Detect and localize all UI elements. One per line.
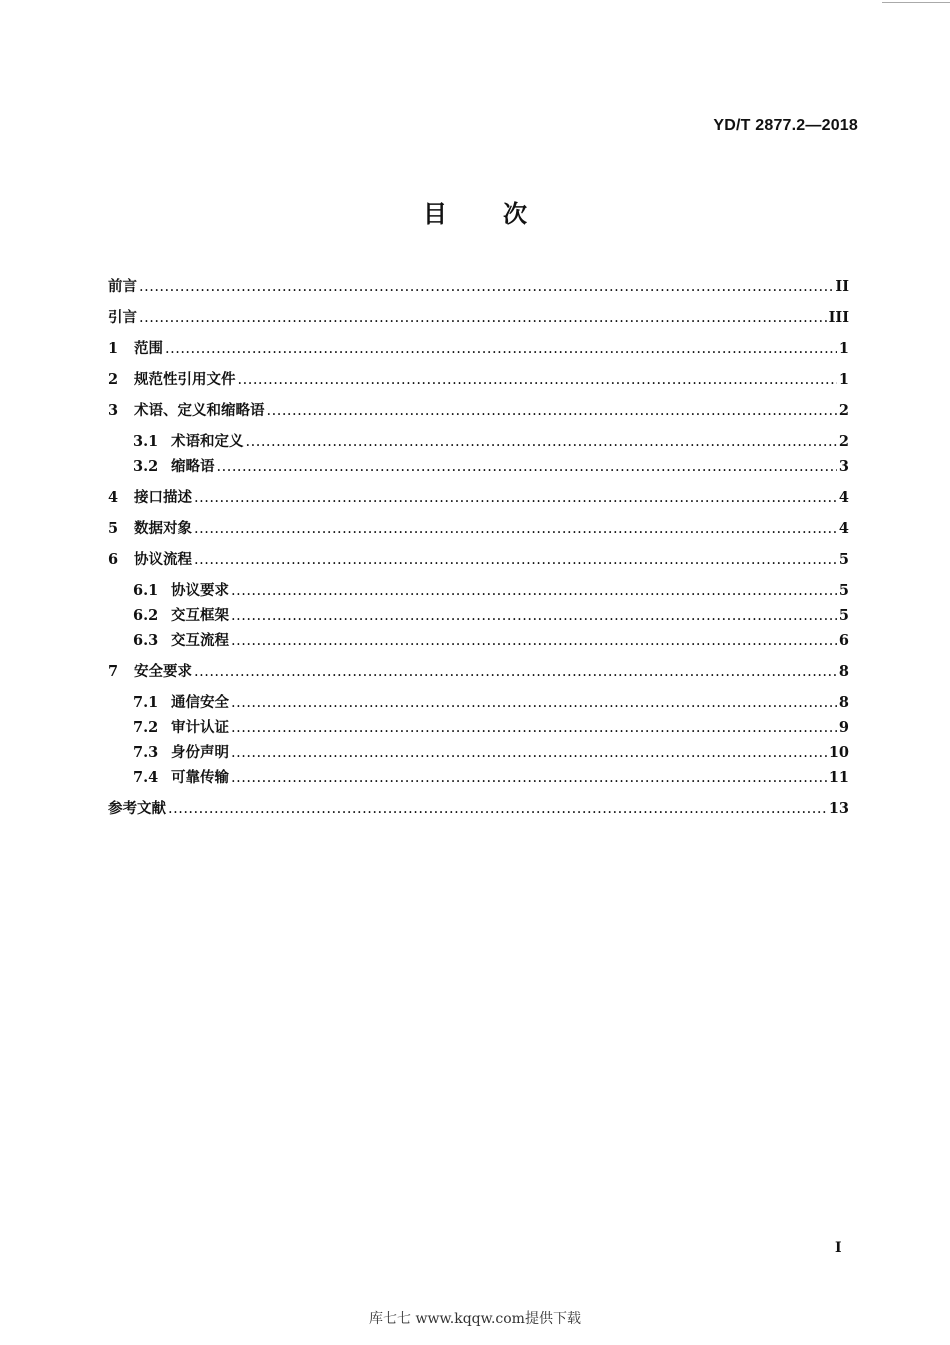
- toc-entry[interactable]: [108, 517, 849, 539]
- toc-entry-label: 范围: [134, 340, 163, 357]
- toc-entry[interactable]: [108, 486, 849, 508]
- toc-entry-label: 通信安全: [171, 694, 229, 711]
- toc-subentry[interactable]: [133, 455, 849, 477]
- toc-leader-dots: [168, 802, 827, 817]
- toc-entry-label: 协议要求: [171, 582, 229, 599]
- toc-entry-page: 10: [828, 744, 849, 761]
- standard-number: YD/T 2877.2—2018: [713, 117, 858, 134]
- toc-subentry[interactable]: [133, 766, 849, 788]
- toc-entry-page: 5: [838, 551, 849, 568]
- toc-leader-dots: [238, 373, 837, 388]
- toc-entry-page: 2: [838, 402, 849, 419]
- toc-entry-page: 4: [838, 520, 849, 537]
- toc-entry-label: 规范性引用文件: [134, 371, 236, 388]
- toc-entry-label: 接口描述: [134, 489, 192, 506]
- toc-entry-number: 7.2: [133, 719, 159, 736]
- toc-entry[interactable]: [108, 337, 849, 359]
- table-of-contents: [108, 0, 849, 1345]
- toc-entry-number: 7.1: [133, 694, 159, 711]
- toc-entry[interactable]: [108, 399, 849, 421]
- toc-entry-label: 审计认证: [171, 719, 229, 736]
- toc-entry-page: 3: [838, 458, 849, 475]
- toc-entry-label: 身份声明: [171, 744, 229, 761]
- toc-entry-page: III: [828, 309, 849, 326]
- toc-entry-page: 2: [838, 433, 849, 450]
- toc-entry-number: 7.3: [133, 744, 159, 761]
- toc-subentry[interactable]: [133, 741, 849, 763]
- toc-entry-label: 术语、定义和缩略语: [134, 402, 265, 419]
- toc-entry-label: 术语和定义: [171, 433, 244, 450]
- toc-entry-page: 9: [838, 719, 849, 736]
- toc-subentry[interactable]: [133, 579, 849, 601]
- toc-entry[interactable]: [108, 275, 849, 297]
- toc-title-char: 目: [423, 200, 447, 228]
- toc-entry-page: 5: [838, 582, 849, 599]
- toc-entry-label: 数据对象: [134, 520, 192, 537]
- toc-entry-page: 6: [838, 632, 849, 649]
- toc-entry-label: 引言: [108, 309, 137, 326]
- toc-entry[interactable]: [108, 548, 849, 570]
- toc-entry-number: 7.4: [133, 769, 159, 786]
- toc-entry-number: 6.3: [133, 632, 159, 649]
- toc-entry-page: 5: [838, 607, 849, 624]
- toc-leader-dots: [246, 435, 837, 450]
- scan-artifact-line: [882, 2, 950, 3]
- toc-subentry[interactable]: [133, 430, 849, 452]
- toc-entry-label: 安全要求: [134, 663, 192, 680]
- toc-entry-number: 3: [108, 402, 119, 419]
- toc-entry-page: 8: [838, 694, 849, 711]
- toc-leader-dots: [194, 553, 837, 568]
- toc-entry-page: 1: [838, 340, 849, 357]
- toc-entry-page: 11: [828, 769, 849, 786]
- toc-leader-dots: [139, 280, 833, 295]
- toc-subentry[interactable]: [133, 604, 849, 626]
- toc-entry[interactable]: [108, 797, 849, 819]
- toc-subentry[interactable]: [133, 691, 849, 713]
- toc-entry-number: 4: [108, 489, 119, 506]
- toc-subentry[interactable]: [133, 716, 849, 738]
- toc-leader-dots: [194, 491, 837, 506]
- toc-entry-number: 1: [108, 340, 119, 357]
- toc-entry-label: 前言: [108, 278, 137, 295]
- toc-entry-label: 协议流程: [134, 551, 192, 568]
- toc-leader-dots: [231, 771, 827, 786]
- toc-leader-dots: [231, 634, 837, 649]
- toc-leader-dots: [194, 665, 837, 680]
- toc-entry-page: 13: [828, 800, 849, 817]
- page-folio: I: [835, 1240, 842, 1256]
- toc-entry-label: 缩略语: [171, 458, 215, 475]
- toc-entry-label: 交互流程: [171, 632, 229, 649]
- toc-entry[interactable]: [108, 660, 849, 682]
- toc-leader-dots: [139, 311, 827, 326]
- toc-leader-dots: [231, 609, 837, 624]
- toc-entry-page: II: [835, 278, 849, 295]
- toc-entry[interactable]: [108, 368, 849, 390]
- toc-leader-dots: [231, 696, 837, 711]
- toc-entry-number: 3.2: [133, 458, 159, 475]
- toc-leader-dots: [194, 522, 837, 537]
- toc-entry-label: 参考文献: [108, 800, 166, 817]
- toc-entry-page: 1: [838, 371, 849, 388]
- toc-entry[interactable]: [108, 306, 849, 328]
- toc-leader-dots: [231, 746, 827, 761]
- toc-leader-dots: [231, 721, 837, 736]
- toc-leader-dots: [267, 404, 837, 419]
- toc-entry-page: 8: [838, 663, 849, 680]
- toc-subentry[interactable]: [133, 629, 849, 651]
- toc-entry-label: 可靠传输: [171, 769, 229, 786]
- toc-entry-number: 3.1: [133, 433, 159, 450]
- toc-leader-dots: [165, 342, 837, 357]
- toc-entry-label: 交互框架: [171, 607, 229, 624]
- toc-leader-dots: [217, 460, 837, 475]
- toc-entry-number: 2: [108, 371, 119, 388]
- toc-entry-number: 7: [108, 663, 119, 680]
- toc-title-char: 次: [503, 200, 527, 228]
- toc-entry-number: 6: [108, 551, 119, 568]
- toc-entry-page: 4: [838, 489, 849, 506]
- toc-entry-number: 6.2: [133, 607, 159, 624]
- footer-watermark: 库七七 www.kqqw.com提供下载: [369, 1311, 581, 1327]
- toc-leader-dots: [231, 584, 837, 599]
- toc-entry-number: 6.1: [133, 582, 159, 599]
- toc-entry-number: 5: [108, 520, 119, 537]
